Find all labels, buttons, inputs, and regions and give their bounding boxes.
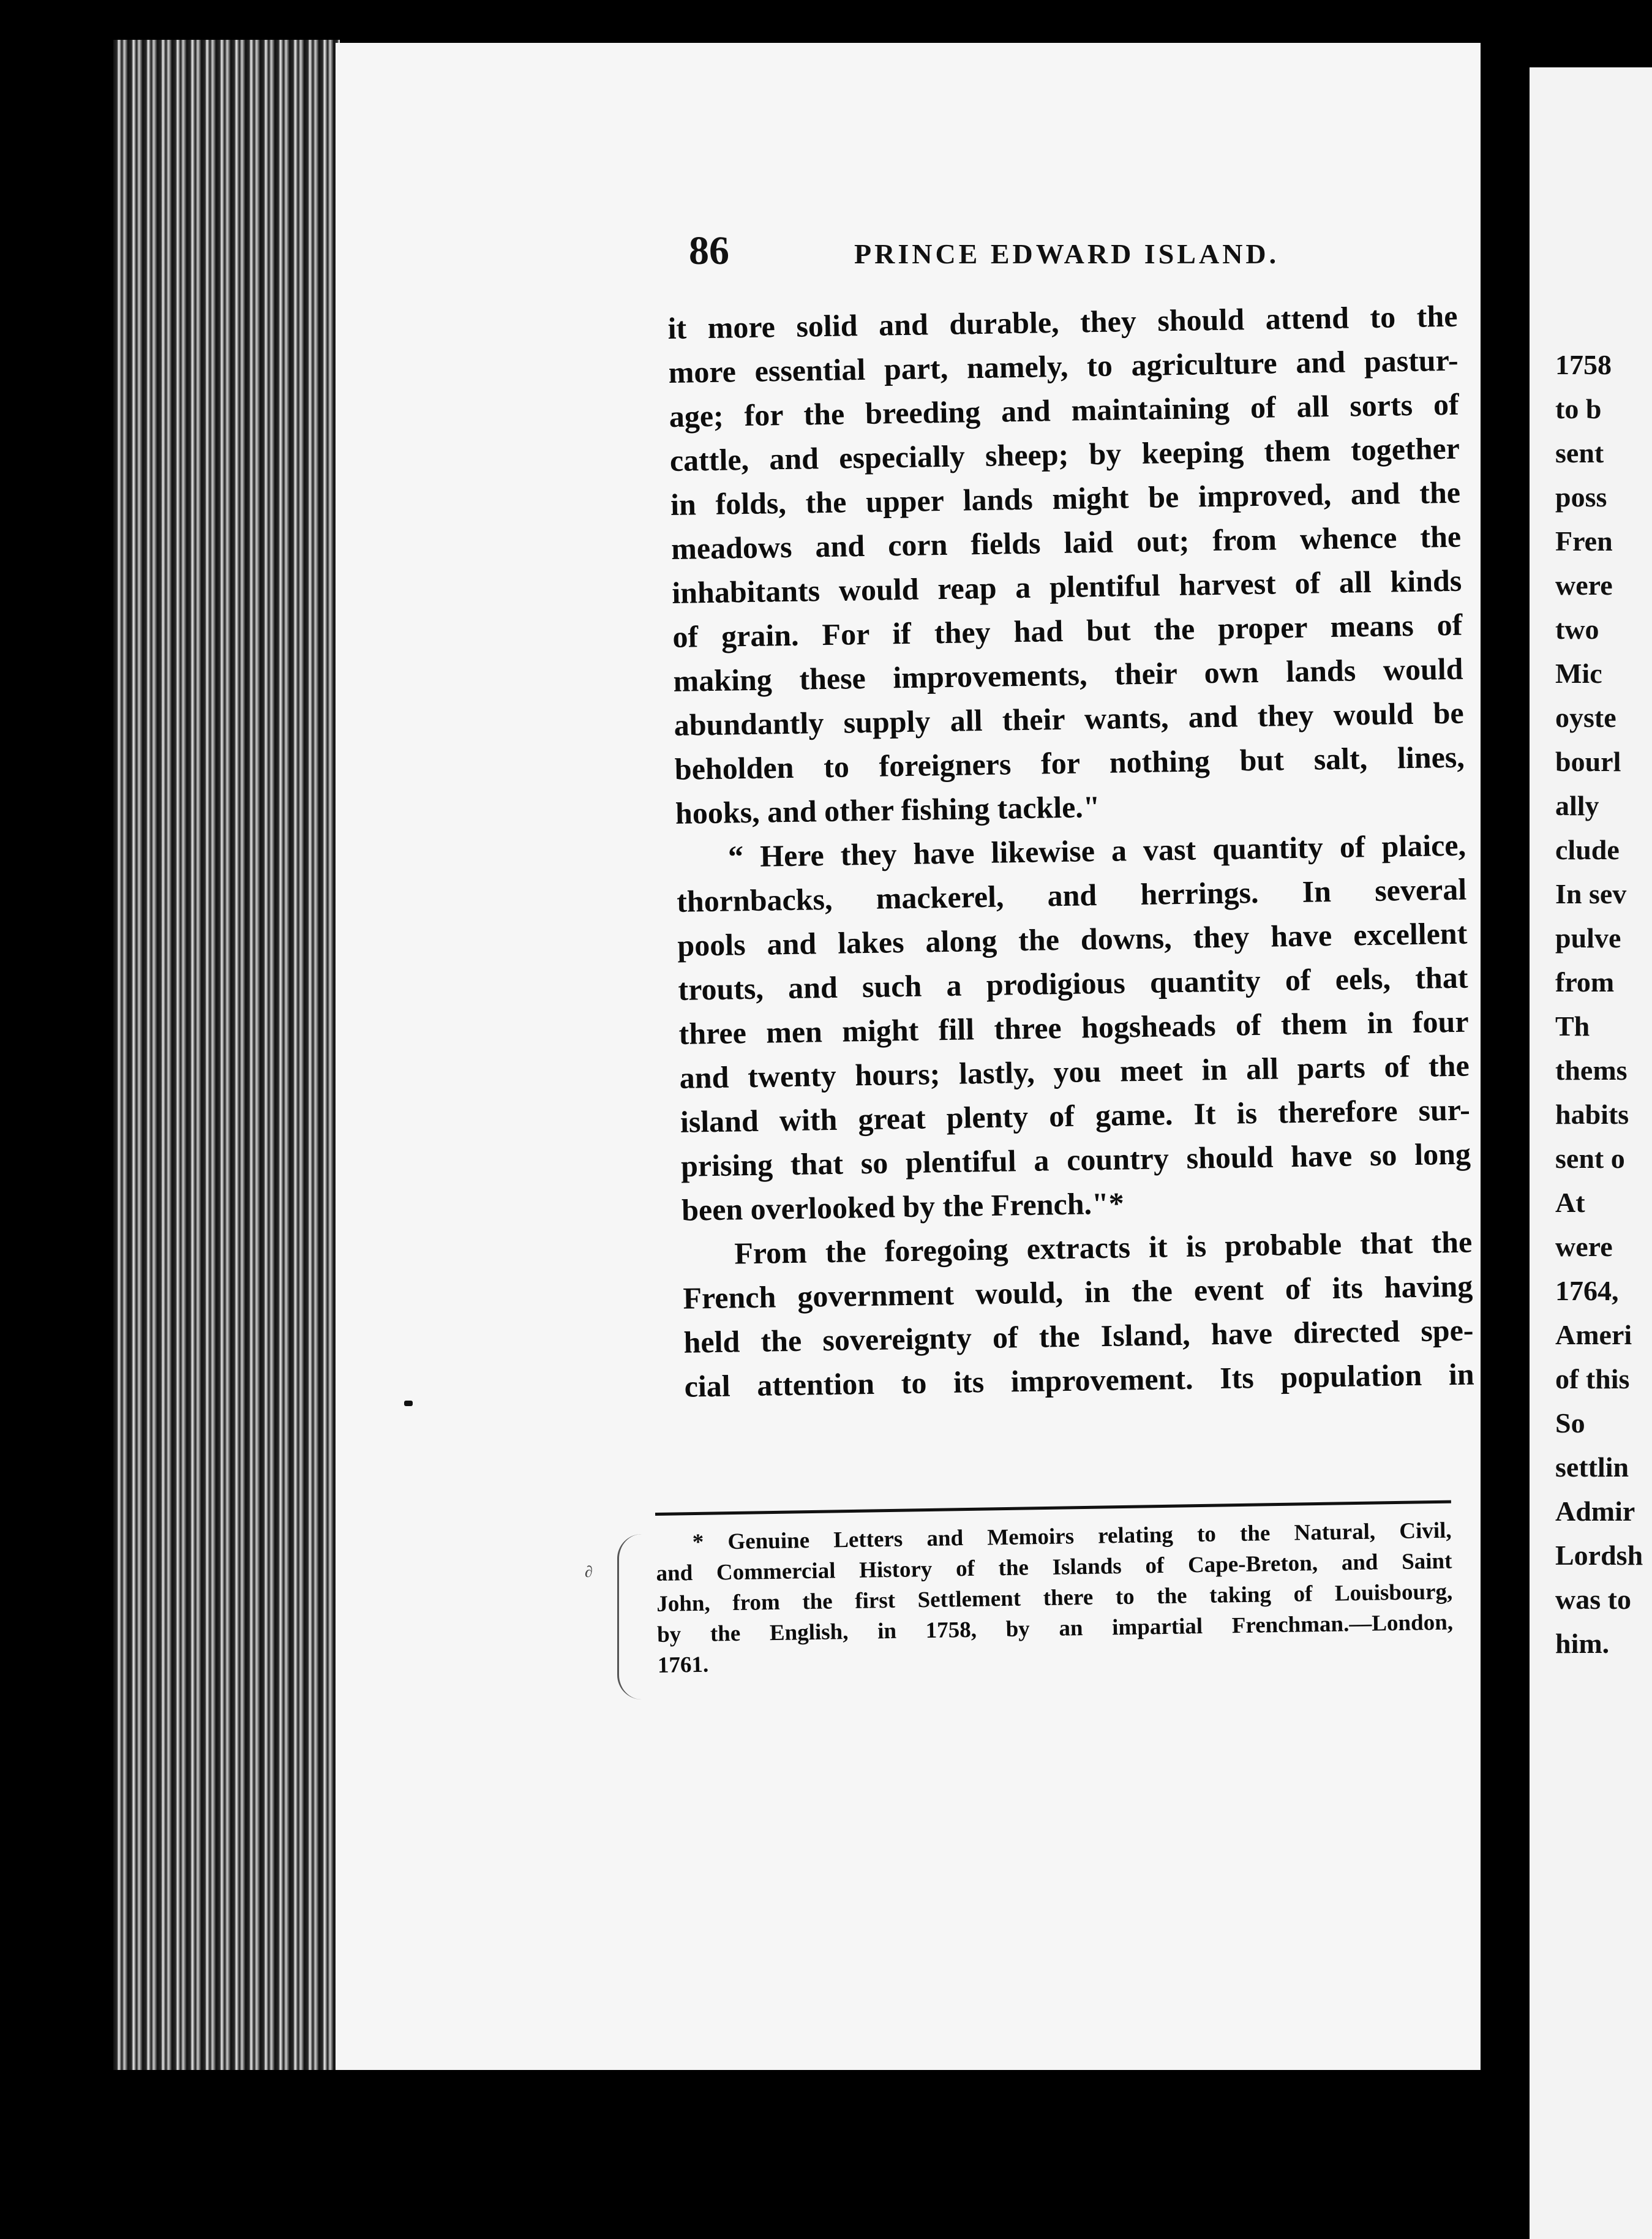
body-text bbox=[667, 294, 1474, 1409]
footnote-line: by the English, in 1758, by an impartial Frenchman.—London, bbox=[656, 1609, 1454, 1647]
footnote bbox=[655, 1500, 1454, 1681]
facing-line: was to bbox=[1555, 1584, 1631, 1615]
text-line: cattle, and especially sheep; by keeping them together bbox=[669, 431, 1460, 478]
text-line: “ Here they have likewise a vast quantity of plaice, bbox=[727, 827, 1466, 874]
text-line: inhabitants would reap a plentiful harvest of all kinds bbox=[671, 563, 1462, 610]
facing-line: oyste bbox=[1555, 702, 1616, 733]
facing-line: from bbox=[1555, 966, 1615, 998]
text-line: thornbacks, mackerel, and herrings. In several bbox=[676, 871, 1467, 919]
text-line: making these improvements, their own lands would bbox=[673, 651, 1463, 698]
facing-line: Ameri bbox=[1555, 1319, 1632, 1350]
facing-line: 1758 bbox=[1555, 349, 1612, 380]
facing-line: poss bbox=[1555, 481, 1607, 513]
facing-line: 1764, bbox=[1555, 1275, 1619, 1306]
facing-line: In sev bbox=[1555, 878, 1627, 909]
text-line: and twenty hours; lastly, you meet in all parts of the bbox=[679, 1048, 1470, 1095]
text-line: French government would, in the event of its having bbox=[683, 1268, 1473, 1315]
text-line: it more solid and durable, they should attend to the bbox=[667, 298, 1458, 345]
text-line: abundantly supply all their wants, and they would be bbox=[674, 695, 1465, 742]
facing-line: two bbox=[1555, 614, 1599, 645]
text-line: pools and lakes along the downs, they have excellent bbox=[677, 916, 1468, 963]
facing-line: were bbox=[1555, 570, 1613, 601]
facing-line: thems bbox=[1555, 1055, 1628, 1086]
facing-line: Th bbox=[1555, 1010, 1590, 1042]
facing-line: So bbox=[1555, 1407, 1585, 1439]
facing-line: sent o bbox=[1555, 1143, 1625, 1174]
pencil-bracket bbox=[617, 1534, 644, 1699]
facing-line: of this bbox=[1555, 1363, 1630, 1394]
facing-line: Fren bbox=[1555, 525, 1613, 557]
facing-line: clude bbox=[1555, 834, 1620, 865]
text-line: been overlooked by the French."* bbox=[681, 1186, 1125, 1227]
footnote-line: and Commercial History of the Islands of Cape-Breton, and Saint bbox=[656, 1548, 1452, 1586]
page-number: 86 bbox=[689, 228, 729, 273]
facing-line: were bbox=[1555, 1231, 1613, 1262]
facing-line: to b bbox=[1555, 393, 1602, 424]
facing-line: settlin bbox=[1555, 1451, 1629, 1483]
footnote-line: * Genuine Letters and Memoirs relating to the Natural, Civil, bbox=[692, 1518, 1452, 1556]
book-page-edges bbox=[113, 40, 340, 2070]
facing-page-text bbox=[1555, 343, 1643, 1666]
running-title: PRINCE EDWARD ISLAND. bbox=[854, 238, 1280, 269]
page-gutter bbox=[1481, 0, 1530, 2239]
text-line: age; for the breeding and maintaining of all sorts of bbox=[669, 386, 1460, 434]
text-line: more essential part, namely, to agriculture and pastur- bbox=[668, 342, 1459, 389]
text-line: cial attention to its improvement. Its population in bbox=[684, 1357, 1474, 1404]
text-line: From the foregoing extracts it is probable that the bbox=[734, 1224, 1473, 1271]
text-line: held the sovereignty of the Island, have directed spe- bbox=[683, 1312, 1474, 1360]
facing-line: him. bbox=[1555, 1628, 1610, 1659]
text-line: hooks, and other fishing tackle." bbox=[675, 789, 1101, 830]
facing-line: ally bbox=[1555, 790, 1599, 821]
pencil-mark: ∂ bbox=[585, 1563, 593, 1581]
facing-line: pulve bbox=[1555, 922, 1621, 954]
facing-line: sent bbox=[1555, 437, 1604, 468]
text-line: of grain. For if they had but the proper means of bbox=[672, 607, 1463, 654]
facing-line: Admir bbox=[1555, 1496, 1635, 1527]
running-head bbox=[689, 228, 1307, 283]
footnote-line: John, from the first Settlement there to the taking of Louisbourg, bbox=[656, 1579, 1453, 1617]
text-line: island with great plenty of game. It is therefore sur- bbox=[680, 1092, 1471, 1139]
text-line: prising that so plentiful a country should have so long bbox=[680, 1136, 1471, 1183]
text-line: meadows and corn fields laid out; from whence the bbox=[670, 519, 1462, 566]
text-line: trouts, and such a prodigious quantity of eels, that bbox=[678, 960, 1468, 1007]
footnote-line: 1761. bbox=[657, 1652, 709, 1678]
text-line: in folds, the upper lands might be improved, and the bbox=[670, 475, 1461, 522]
text-line: three men might fill three hogsheads of them in four bbox=[678, 1004, 1469, 1051]
text-line: beholden to foreigners for nothing but salt, lines, bbox=[674, 739, 1465, 786]
facing-line: Lordsh bbox=[1555, 1540, 1643, 1571]
margin-dot bbox=[404, 1401, 413, 1406]
facing-line: Mic bbox=[1555, 658, 1602, 689]
facing-line: habits bbox=[1555, 1099, 1629, 1130]
facing-line: bourl bbox=[1555, 746, 1621, 777]
facing-line: At bbox=[1555, 1187, 1585, 1218]
